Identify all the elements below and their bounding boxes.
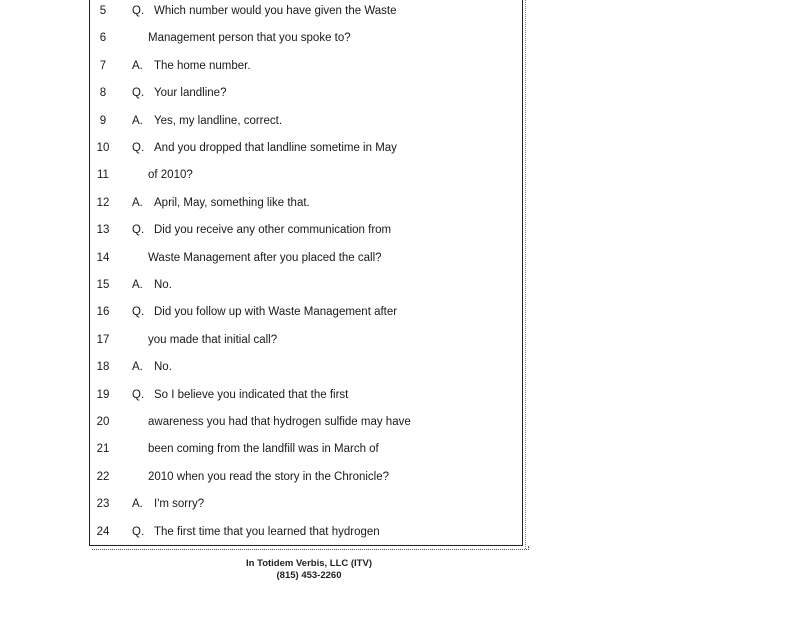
line-number: 11 — [97, 169, 109, 182]
line-number: 7 — [99, 59, 107, 72]
speaker-label: Q. — [132, 224, 145, 237]
line-text: awareness you had that hydrogen sulfide may have — [148, 416, 411, 428]
line-text: of 2010? — [148, 169, 193, 182]
line-text: Did you receive any other communication from — [154, 224, 392, 237]
line-text: 2010 when you read the story in the Chronicle? — [148, 470, 390, 483]
speaker-label: A. — [132, 279, 143, 291]
line-number: 10 — [96, 142, 110, 154]
speaker-label: Q. — [132, 87, 145, 100]
line-number: 20 — [96, 416, 110, 428]
speaker-label: A. — [132, 114, 143, 127]
footer-company: In Totidem Verbis, LLC (ITV) — [246, 558, 372, 569]
line-number: 12 — [96, 196, 110, 209]
line-text: been coming from the landfill was in March of — [148, 443, 379, 456]
line-number: 18 — [96, 361, 110, 374]
line-number: 21 — [96, 443, 110, 456]
speaker-label: Q. — [132, 142, 145, 154]
line-number: 9 — [99, 114, 107, 127]
speaker-label: Q. — [132, 5, 145, 17]
line-text: you made that initial call? — [148, 333, 278, 346]
speaker-label: A. — [132, 498, 143, 511]
line-text: Did you follow up with Waste Management after — [154, 306, 398, 319]
speaker-label: A. — [132, 196, 143, 209]
footer-phone: (815) 453-2260 — [276, 570, 342, 581]
line-text: Your landline? — [154, 87, 227, 100]
speaker-label: Q. — [132, 388, 145, 401]
page-shadow — [92, 546, 529, 550]
page-edge-rule — [525, 0, 527, 549]
line-text: Yes, my landline, correct. — [154, 114, 283, 127]
line-number: 14 — [96, 251, 110, 264]
line-number: 13 — [96, 224, 110, 237]
speaker-label: A. — [132, 59, 143, 72]
line-number: 17 — [96, 333, 110, 346]
speaker-label: A. — [132, 361, 143, 374]
line-number: 8 — [99, 87, 107, 100]
line-text: The first time that you learned that hydrogen — [154, 525, 380, 538]
line-text: No. — [154, 361, 172, 374]
line-number: 6 — [99, 32, 107, 45]
line-text: No. — [154, 279, 172, 291]
line-number: 15 — [96, 279, 110, 291]
line-number: 22 — [96, 470, 110, 483]
line-number: 19 — [96, 388, 110, 401]
line-text: I'm sorry? — [154, 498, 205, 511]
line-text: The home number. — [154, 59, 251, 72]
line-text: Waste Management after you placed the call? — [148, 251, 382, 264]
line-text: April, May, something like that. — [154, 196, 310, 209]
speaker-label: Q. — [132, 525, 145, 538]
line-number: 24 — [96, 525, 110, 538]
line-text: So I believe you indicated that the first — [154, 388, 349, 401]
line-text: Which number would you have given the Waste — [154, 5, 397, 17]
line-text: And you dropped that landline sometime in May — [154, 142, 397, 154]
speaker-label: Q. — [132, 306, 145, 319]
line-number: 23 — [96, 498, 110, 511]
transcript-page — [89, 0, 523, 546]
line-text: Management person that you spoke to? — [148, 32, 351, 45]
line-number: 16 — [96, 306, 110, 319]
line-number: 5 — [99, 5, 107, 17]
